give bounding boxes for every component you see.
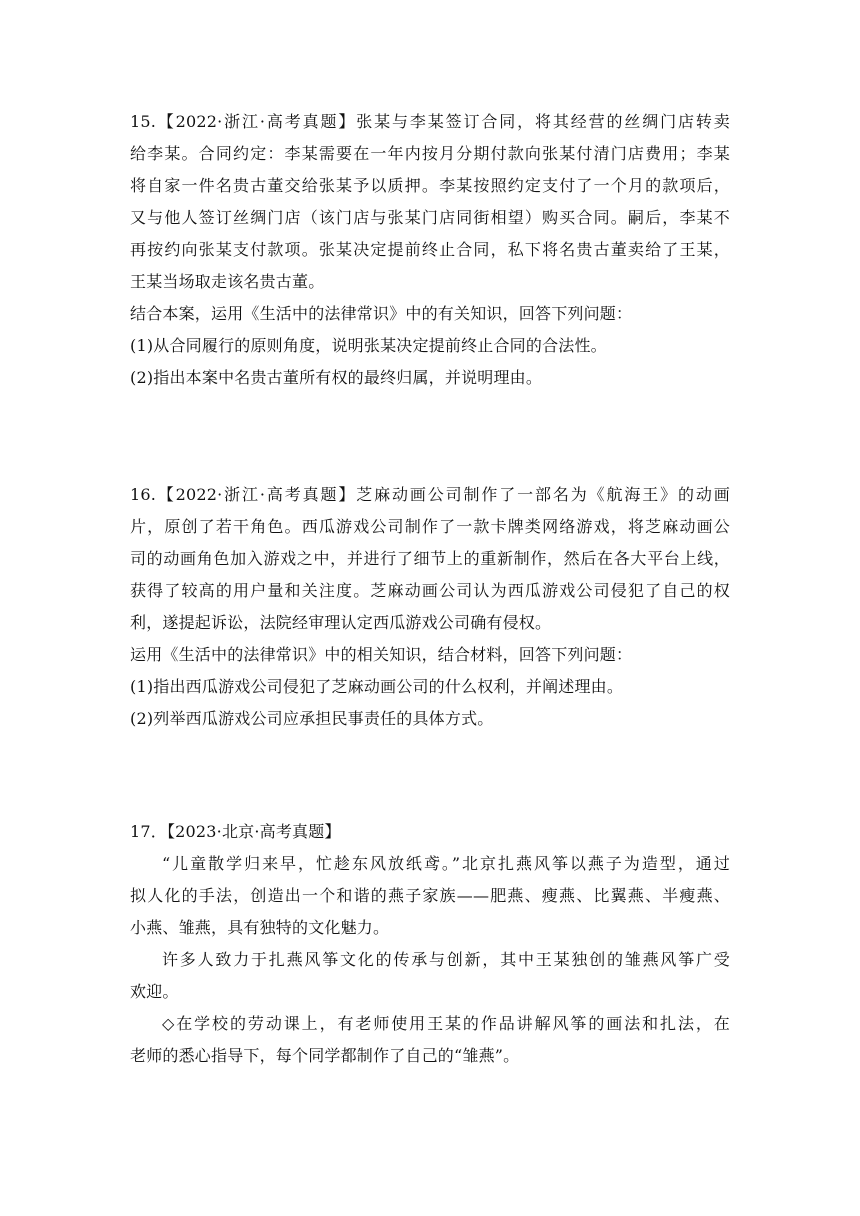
question-16-sub-1: (1)指出西瓜游戏公司侵犯了芝麻动画公司的什么权利，并阐述理由。 bbox=[130, 677, 624, 696]
question-15-sub-2: (2)指出本案中名贵古董所有权的最终归属，并说明理由。 bbox=[130, 368, 543, 387]
question-17-para-1-line-2: 拟人化的手法，创造出一个和谐的燕子家族——肥燕、瘦燕、比翼燕、半瘦燕、 bbox=[130, 886, 730, 905]
question-16-line-5: 利，遂提起诉讼，法院经审理认定西瓜游戏公司确有侵权。 bbox=[130, 613, 552, 632]
question-15-line-3: 将自家一件名贵古董交给张某予以质押。李某按照约定支付了一个月的款项后， bbox=[130, 176, 730, 195]
question-15-line-2: 给李某。合同约定：李某需要在一年内按月分期付款向张某付清门店费用；李某 bbox=[130, 144, 730, 163]
question-15-line-4: 又与他人签订丝绸门店（该门店与张某门店同街相望）购买合同。嗣后，李某不 bbox=[130, 208, 730, 227]
question-17-para-2-line-2: 欢迎。 bbox=[130, 982, 179, 1001]
question-16-instruction: 运用《生活中的法律常识》中的相关知识，结合材料，回答下列问题： bbox=[130, 645, 633, 664]
question-16-line-2: 片，原创了若干角色。西瓜游戏公司制作了一款卡牌类网络游戏，将芝麻动画公 bbox=[130, 517, 730, 536]
question-15 bbox=[130, 106, 730, 394]
question-17-para-1-line-1: “儿童散学归来早，忙趁东风放纸鸢。”北京扎燕风筝以燕子为造型，通过 bbox=[162, 854, 730, 873]
question-16-line-4: 获得了较高的用户量和关注度。芝麻动画公司认为西瓜游戏公司侵犯了自己的权 bbox=[130, 581, 730, 600]
question-17-para-1-line-3: 小燕、雏燕，具有独特的文化魅力。 bbox=[130, 918, 390, 937]
question-17-para-2-line-1: 许多人致力于扎燕风筝文化的传承与创新，其中王某独创的雏燕风筝广受 bbox=[162, 950, 730, 969]
question-17-para-3-line-2: 老师的悉心指导下，每个同学都制作了自己的“雏燕”。 bbox=[130, 1046, 520, 1065]
question-16-sub-2: (2)列举西瓜游戏公司应承担民事责任的具体方式。 bbox=[130, 709, 494, 728]
question-15-sub-1: (1)从合同履行的原则角度，说明张某决定提前终止合同的合法性。 bbox=[130, 336, 607, 355]
question-17-header: 17．【2023·北京·高考真题】 bbox=[130, 822, 341, 841]
question-15-line-6: 王某当场取走该名贵古董。 bbox=[130, 272, 325, 291]
question-17 bbox=[130, 816, 730, 1072]
question-17-para-3-line-1: ◇在学校的劳动课上，有老师使用王某的作品讲解风筝的画法和扎法，在 bbox=[162, 1014, 730, 1033]
question-15-line-5: 再按约向张某支付款项。张某决定提前终止合同，私下将名贵古董卖给了王某， bbox=[130, 240, 730, 259]
question-16 bbox=[130, 479, 730, 735]
question-16-line-3: 司的动画角色加入游戏之中，并进行了细节上的重新制作，然后在各大平台上线， bbox=[130, 549, 730, 568]
question-16-line-1: 16.【2022·浙江·高考真题】芝麻动画公司制作了一部名为《航海王》的动画 bbox=[130, 485, 730, 504]
question-15-line-1: 15.【2022·浙江·高考真题】张某与李某签订合同，将其经营的丝绸门店转卖 bbox=[130, 112, 730, 131]
question-15-instruction: 结合本案，运用《生活中的法律常识》中的有关知识，回答下列问题： bbox=[130, 304, 633, 323]
